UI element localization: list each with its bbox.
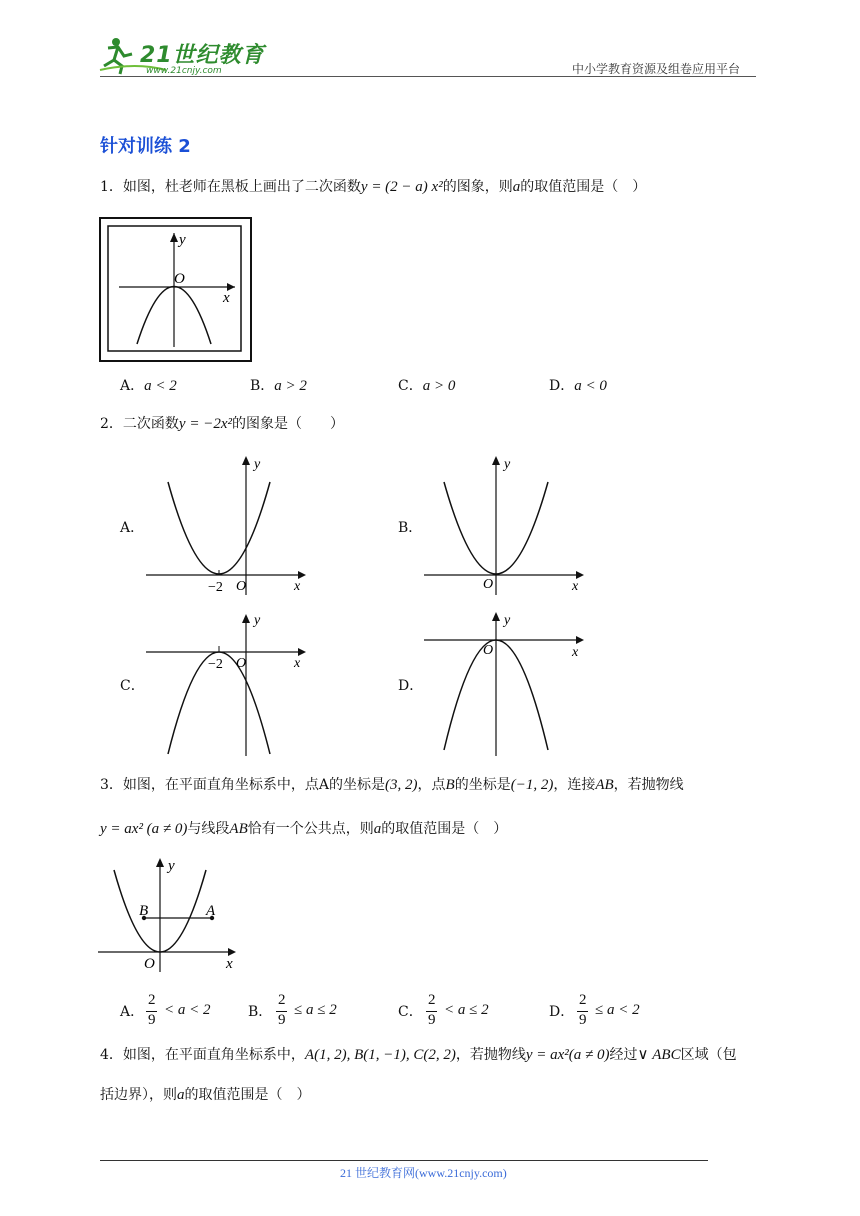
q3-point-b-label: B bbox=[139, 903, 149, 919]
q1-stem bbox=[100, 177, 646, 197]
q3-stem-line1: 3．如图，在平面直角坐标系中，点A的坐标是(3, 2)，点B的坐标是(−1, 2)，连接AB，若抛物线 bbox=[100, 777, 684, 793]
q1-option-b[interactable]: B．a > 2 bbox=[250, 378, 307, 394]
q2-option-b-label[interactable]: B． bbox=[398, 520, 423, 536]
q2-formula: y = −2x² bbox=[178, 416, 232, 432]
q1-text-before: 1．如图，杜老师在黑板上画出了二次函数 bbox=[100, 179, 361, 195]
q3-figure bbox=[96, 854, 246, 978]
q2-a-origin: O bbox=[236, 579, 247, 594]
section-title: 针对训练 2 bbox=[100, 136, 191, 157]
q2-b-x: x bbox=[572, 579, 579, 594]
q2-option-a-graph[interactable] bbox=[140, 452, 310, 601]
q1-formula: y = (2 − a) x² bbox=[360, 179, 443, 195]
q2-option-b-graph[interactable] bbox=[420, 452, 590, 601]
q1-var: a bbox=[512, 179, 521, 195]
q2-a-tick: −2 bbox=[208, 580, 223, 595]
q3-origin-label: O bbox=[144, 956, 155, 972]
q1-option-d[interactable]: D．a < 0 bbox=[549, 378, 607, 394]
q2-c-tick: −2 bbox=[208, 657, 223, 672]
q3-point-a-label: A bbox=[206, 903, 216, 919]
q2-a-x: x bbox=[294, 579, 301, 594]
q2-c-y: y bbox=[254, 613, 261, 628]
q1-option-a[interactable]: A．a < 2 bbox=[120, 378, 177, 394]
q2-d-y: y bbox=[504, 613, 511, 628]
header-divider bbox=[100, 76, 756, 77]
logo-sub-text: www.21cnjy.com bbox=[146, 66, 222, 76]
footer-text[interactable]: 21 世纪教育网(www.21cnjy.com) bbox=[340, 1166, 507, 1180]
q3-stem-line2: y = ax² (a ≠ 0)与线段AB恰有一个公共点，则a的取值范围是（ ） bbox=[100, 821, 508, 837]
logo-main-text: 21世纪教育 bbox=[140, 43, 265, 68]
q1-figure bbox=[99, 217, 253, 367]
q2-b-origin: O bbox=[483, 577, 494, 592]
footer-divider bbox=[100, 1160, 708, 1161]
q1-y-label: y bbox=[179, 232, 186, 248]
q4-stem-line1: 4．如图，在平面直角坐标系中，A(1, 2), B(1, −1), C(2, 2)，若抛物线y = ax²(a ≠ 0)经过∨ ABC区域（包 bbox=[100, 1047, 737, 1063]
header-platform-text: 中小学教育资源及组卷应用平台 bbox=[572, 62, 741, 76]
q2-d-origin: O bbox=[483, 643, 494, 658]
q1-option-c[interactable]: C．a > 0 bbox=[398, 378, 456, 394]
q2-option-d-graph[interactable] bbox=[420, 610, 590, 764]
q1-text-end: 的取值范围是（ ） bbox=[520, 179, 647, 195]
q2-b-y: y bbox=[504, 457, 511, 472]
q3-y-label: y bbox=[168, 858, 175, 874]
q1-x-label: x bbox=[223, 290, 230, 306]
q4-stem-line2: 括边界），则a的取值范围是（ ） bbox=[100, 1087, 311, 1103]
q2-option-a-label[interactable]: A． bbox=[120, 520, 145, 536]
q2-option-d-label[interactable]: D． bbox=[398, 678, 424, 694]
q3-x-label: x bbox=[226, 956, 233, 972]
q2-d-x: x bbox=[572, 645, 579, 660]
q1-text-after: 的图象，则 bbox=[442, 179, 513, 195]
q2-stem: 2．二次函数y = −2x²的图象是（ ） bbox=[100, 416, 344, 432]
q2-c-x: x bbox=[294, 656, 301, 671]
q2-option-c-graph[interactable] bbox=[140, 610, 310, 764]
q2-c-origin: O bbox=[236, 656, 247, 671]
q1-origin-label: O bbox=[174, 271, 185, 287]
q2-a-y: y bbox=[254, 457, 261, 472]
q2-option-c-label[interactable]: C． bbox=[120, 678, 145, 694]
